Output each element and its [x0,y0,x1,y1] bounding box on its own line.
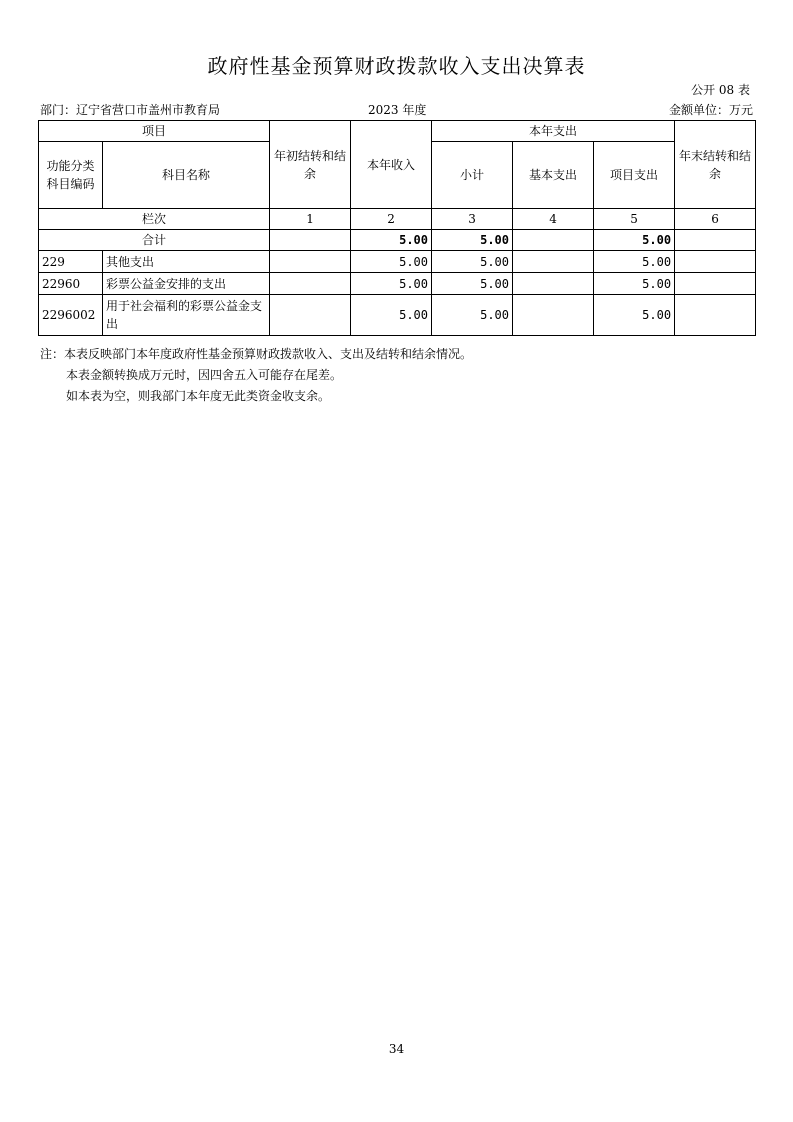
header-begin-balance: 年初结转和结余 [270,121,351,209]
header-subtotal: 小计 [432,142,513,209]
row-name: 用于社会福利的彩票公益金支出 [103,295,270,336]
note-line: 注：本表反映部门本年度政府性基金预算财政拨款收入、支出及结转和结余情况。 [40,347,473,361]
row-income: 5.00 [351,251,432,273]
table-row [39,295,756,336]
index-cell: 3 [432,209,513,230]
fiscal-year: 2023 年度 [368,103,427,117]
row-project: 5.00 [594,273,675,295]
header-end-balance: 年末结转和结余 [675,121,756,209]
header-row-1 [39,121,756,142]
row-basic [513,273,594,295]
amount-unit: 金额单位：万元 [668,103,753,117]
row-basic [513,251,594,273]
table-row [39,273,756,295]
row-income: 5.00 [351,273,432,295]
index-cell: 6 [675,209,756,230]
row-project: 5.00 [594,295,675,336]
total-label: 合计 [39,230,270,251]
total-basic [513,230,594,251]
header-code: 功能分类科目编码 [39,142,103,209]
row-begin [270,295,351,336]
row-income: 5.00 [351,295,432,336]
note-line: 本表金额转换成万元时，因四舍五入可能存在尾差。 [66,368,343,382]
fund-table [38,120,756,336]
header-basic: 基本支出 [513,142,594,209]
row-end [675,273,756,295]
total-row [39,230,756,251]
index-row [39,209,756,230]
row-end [675,251,756,273]
total-subtotal: 5.00 [432,230,513,251]
index-cell: 1 [270,209,351,230]
department-label: 部门：辽宁省营口市盖州市教育局 [40,103,221,117]
total-end [675,230,756,251]
row-name: 彩票公益金安排的支出 [103,273,270,295]
index-cell: 4 [513,209,594,230]
row-code: 229 [39,251,103,273]
total-begin [270,230,351,251]
row-end [675,295,756,336]
row-name: 其他支出 [103,251,270,273]
header-name: 科目名称 [103,142,270,209]
row-code: 22960 [39,273,103,295]
meta-row [40,101,753,119]
row-subtotal: 5.00 [432,251,513,273]
notes [40,344,472,407]
page-number: 34 [388,1042,405,1056]
note-line: 如本表为空，则我部门本年度无此类资金收支余。 [66,389,331,403]
row-code: 2296002 [39,295,103,336]
page-title: 政府性基金预算财政拨款收入支出决算表 [207,54,586,78]
total-income: 5.00 [351,230,432,251]
table-number: 公开 08 表 [691,83,750,97]
index-label: 栏次 [39,209,270,230]
total-project: 5.00 [594,230,675,251]
index-cell: 2 [351,209,432,230]
row-subtotal: 5.00 [432,295,513,336]
index-cell: 5 [594,209,675,230]
row-begin [270,251,351,273]
table-row [39,251,756,273]
header-expense: 本年支出 [432,121,675,142]
header-project: 项目支出 [594,142,675,209]
header-item: 项目 [39,121,270,142]
row-project: 5.00 [594,251,675,273]
row-basic [513,295,594,336]
row-begin [270,273,351,295]
header-income: 本年收入 [351,121,432,209]
row-subtotal: 5.00 [432,273,513,295]
